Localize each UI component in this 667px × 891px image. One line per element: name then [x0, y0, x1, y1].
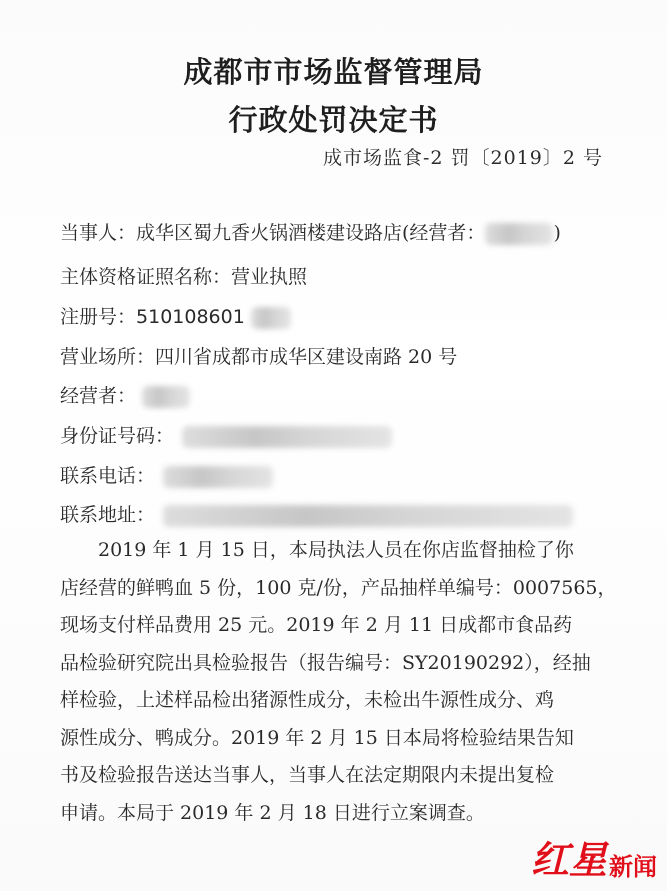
operator-field: [60, 381, 190, 408]
body-line: 品检验研究院出具检验报告（报告编号：SY20190292），经抽: [60, 651, 591, 674]
contact-address-label: 联系地址：: [60, 504, 156, 526]
body-line: 源性成分、鸭成分。2019 年 2 月 15 日本局将检验结果告知: [60, 726, 574, 749]
registration-field: [60, 302, 291, 329]
body-line: 2019 年 1 月 15 日，本局执法人员在你店监督抽检了你: [98, 539, 574, 561]
body-line: 样检验，上述样品检出猪源性成分，未检出牛源性成分、鸡: [60, 689, 555, 711]
address-value: 四川省成都市成华区建设南路 20 号: [155, 346, 458, 368]
operator-label: 经营者：: [60, 385, 137, 407]
party-close: ): [553, 222, 561, 244]
redacted-registration-digits: [251, 307, 291, 329]
body-line: 申请。本局于 2019 年 2 月 18 日进行立案调查。: [60, 801, 485, 824]
redacted-operator: [142, 386, 190, 408]
watermark-text: 新闻: [609, 852, 657, 881]
document-number: 成市场监食-2 罚〔2019〕2 号: [322, 147, 603, 169]
license-label: 主体资格证照名称：: [60, 266, 232, 288]
contact-address-field: [60, 500, 573, 527]
registration-value: 510108601: [136, 306, 245, 328]
address-field: [60, 342, 457, 369]
decision-body-paragraph: [60, 532, 620, 832]
redacted-id-number: [182, 426, 392, 448]
registration-label: 注册号：: [60, 306, 137, 328]
document-type-title: 行政处罚决定书: [228, 103, 439, 137]
news-watermark: [530, 837, 657, 882]
party-label: 当事人：: [60, 222, 137, 244]
watermark-logo: 红星: [530, 837, 607, 882]
phone-field: [60, 461, 273, 488]
license-field: [60, 262, 307, 289]
body-line: 店经营的鲜鸭血 5 份，100 克/份，产品抽样单编号：0007565，: [60, 576, 617, 599]
body-line: 现场支付样品费用 25 元。2019 年 2 月 11 日成都市食品药: [60, 614, 573, 636]
party-field: [60, 218, 561, 245]
license-value: 营业执照: [231, 266, 308, 288]
redacted-operator-name: [485, 223, 553, 245]
id-number-field: [60, 421, 392, 448]
redacted-phone: [163, 466, 273, 488]
party-value: 成华区蜀九香火锅酒楼建设路店(经营者：: [136, 222, 486, 244]
address-label: 营业场所：: [60, 346, 156, 368]
issuing-authority-title: 成都市市场监督管理局: [183, 55, 484, 89]
body-line: 书及检验报告送达当事人，当事人在法定期限内未提出复检: [60, 764, 555, 786]
redacted-contact-address: [163, 505, 573, 527]
phone-label: 联系电话：: [60, 465, 156, 487]
id-number-label: 身份证号码：: [60, 425, 175, 447]
